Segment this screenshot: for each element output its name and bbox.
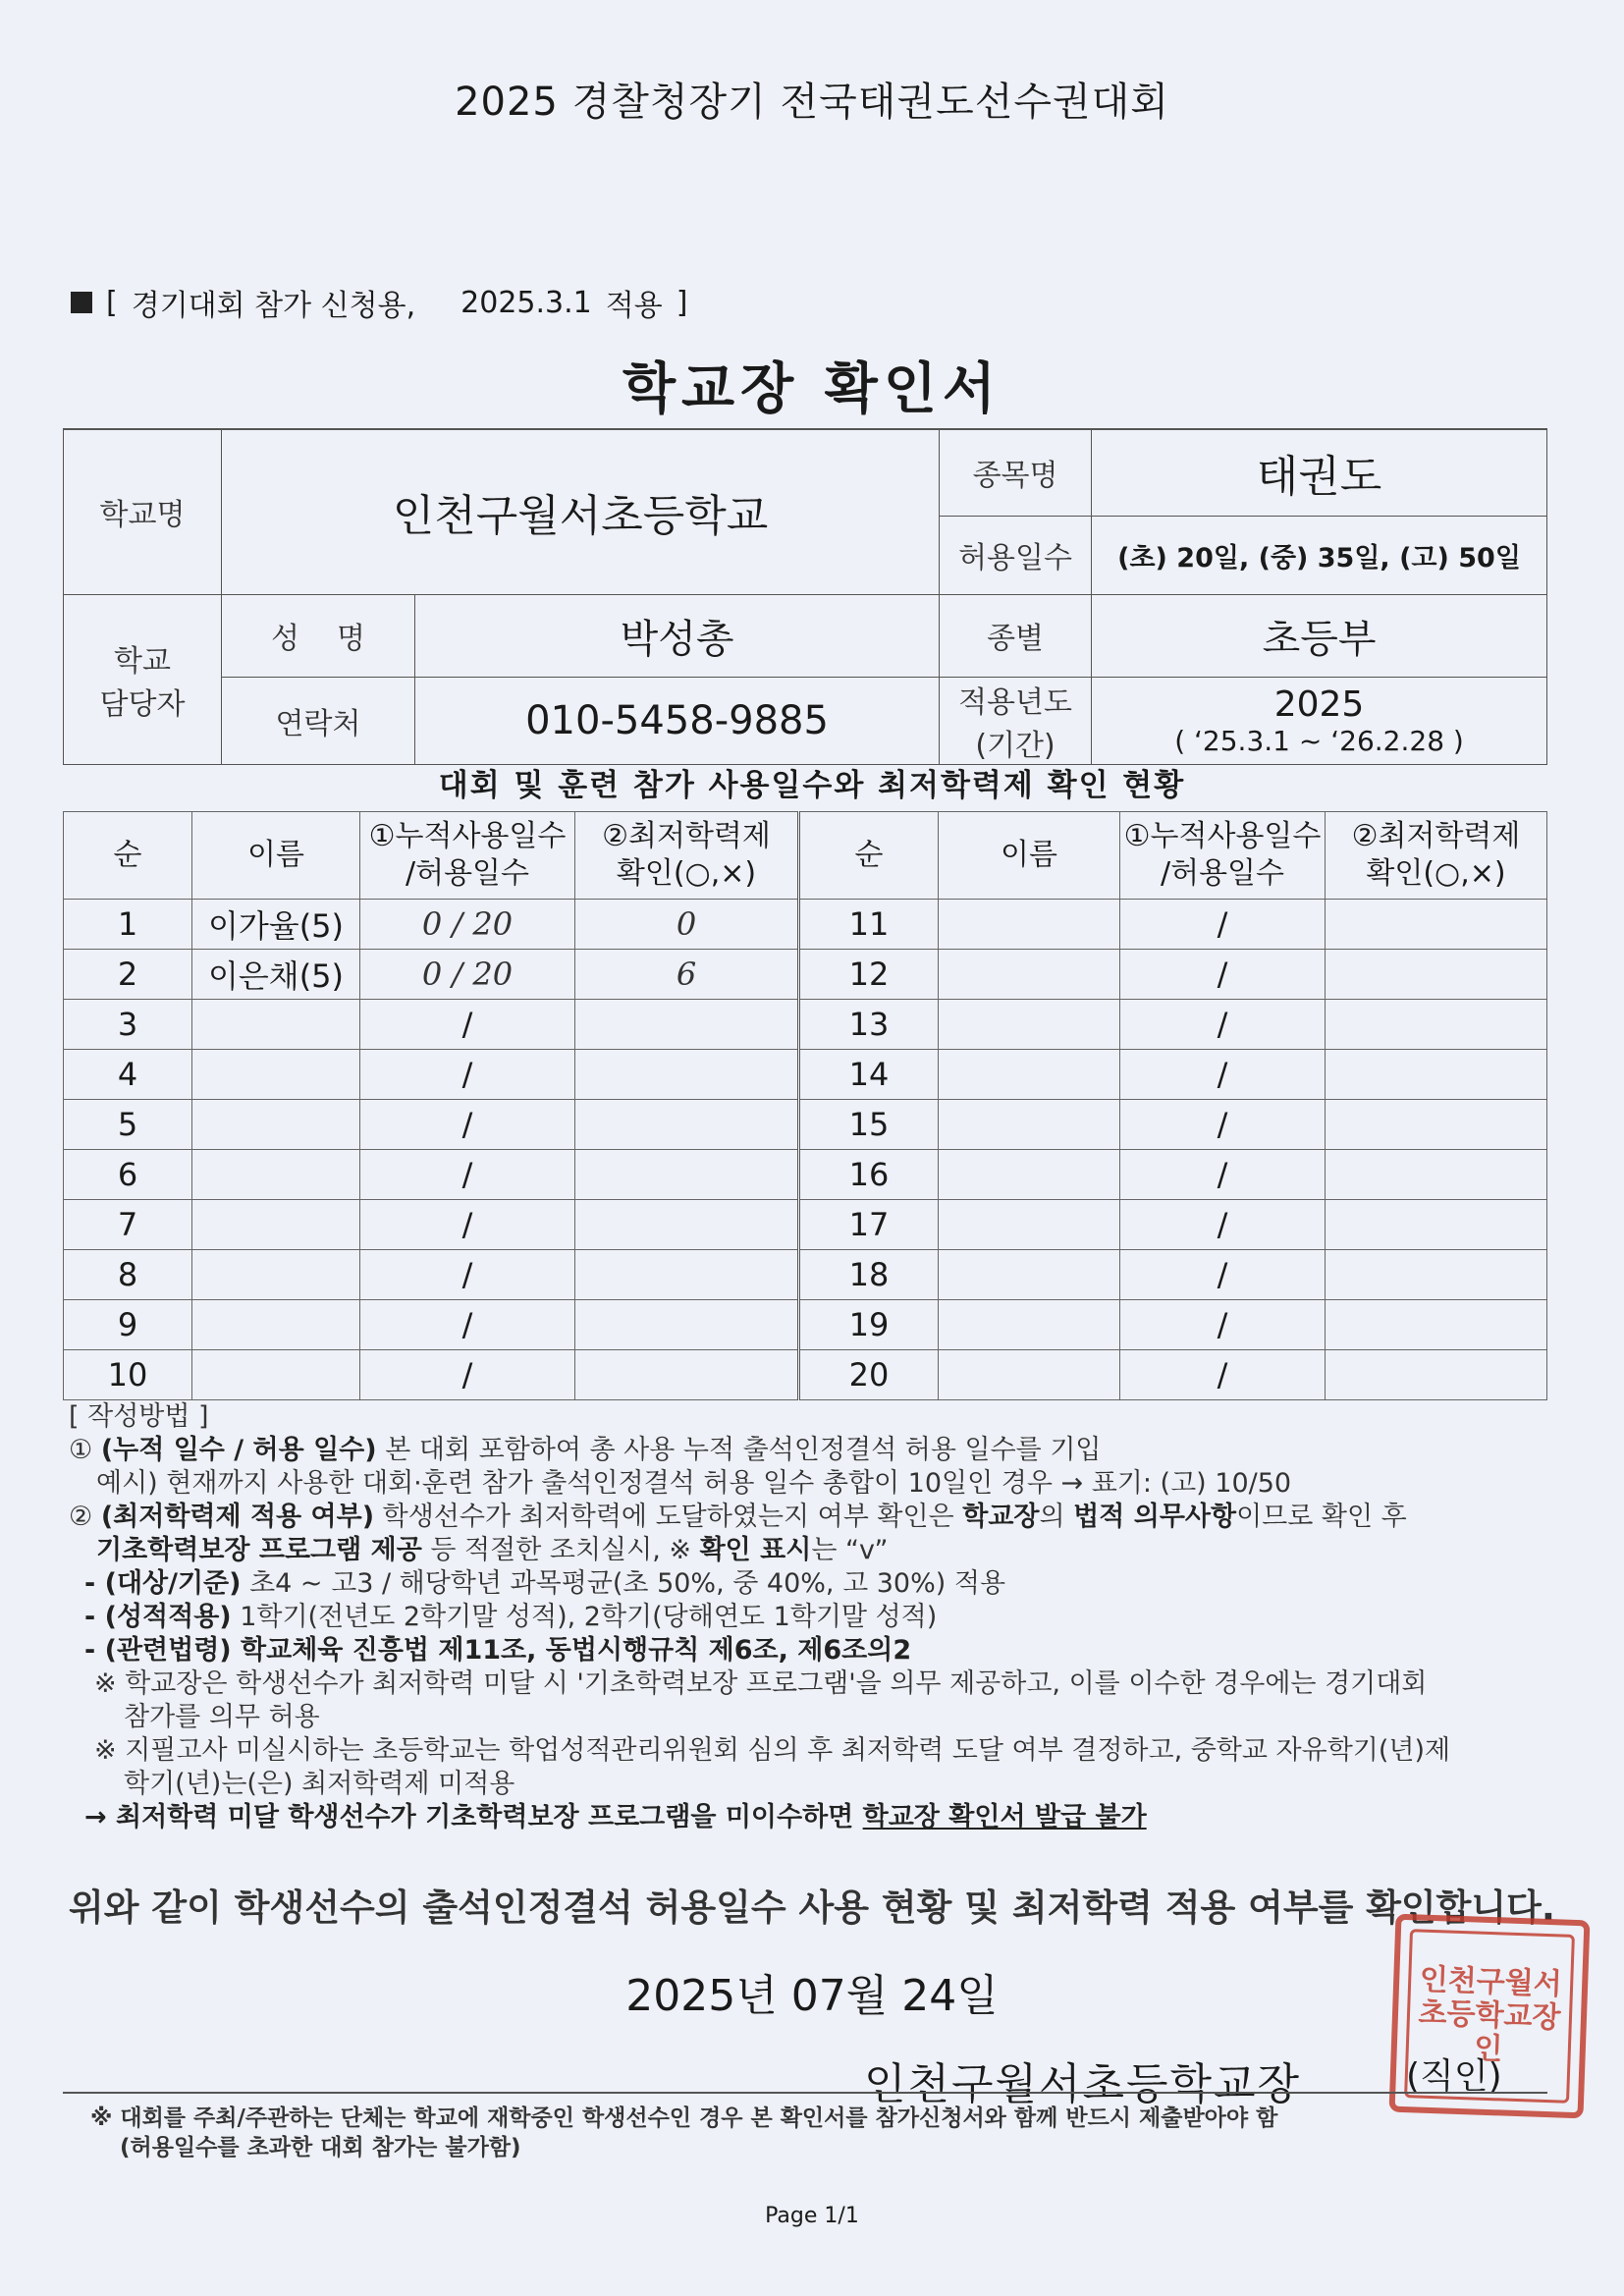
seal-stamp-inner: 인천구월서초등학교장인 — [1404, 1929, 1575, 2104]
row-days: / — [1120, 1300, 1326, 1350]
square-bullet-icon — [71, 292, 92, 313]
row-no: 17 — [799, 1200, 939, 1250]
issue-date: 2025년 07월 24일 — [625, 1971, 999, 2021]
row-no: 2 — [64, 950, 192, 1000]
row-no: 20 — [799, 1350, 939, 1400]
arrow-note-text: → 최저학력 미달 학생선수가 기초학력보장 프로그램을 미이수하면 — [84, 1802, 863, 1832]
row-days: / — [1120, 900, 1326, 950]
row-days: / — [1120, 1100, 1326, 1150]
table-row — [64, 1000, 1547, 1050]
row-no: 15 — [799, 1100, 939, 1150]
row-min — [1326, 1350, 1547, 1400]
divider-line — [63, 2092, 1547, 2094]
instructions-heading: [ 작성방법 ] — [69, 1401, 209, 1432]
row-min — [575, 1050, 799, 1100]
confirmation-statement: 위와 같이 학생선수의 출석인정결석 허용일수 사용 현황 및 최저학력 적용 여부를 확인합니다. — [69, 1886, 1555, 1929]
row-min — [1326, 1050, 1547, 1100]
special-note-2: ※ 지필고사 미실시하는 초등학교는 학업성적관리위원회 심의 후 최저학력 도달 여부 결정하고, 중학교 자유학기(년)제 — [94, 1735, 1451, 1766]
row-min — [575, 1250, 799, 1300]
row-min — [1326, 1100, 1547, 1150]
school-info-table — [63, 428, 1547, 765]
instructions-section — [69, 1400, 1561, 1834]
year-label — [940, 677, 1092, 764]
row-days: / — [360, 1000, 575, 1050]
row-name — [939, 1300, 1120, 1350]
row-days: / — [1120, 1200, 1326, 1250]
seal-label: (직인) — [1406, 2056, 1502, 2097]
sport-label: 종목명 — [940, 429, 1092, 516]
row-name — [939, 900, 1120, 950]
table-row — [64, 1200, 1547, 1250]
arrow-note — [69, 1801, 1561, 1834]
roster-table — [63, 811, 1547, 1400]
row-days: / — [360, 1350, 575, 1400]
detail-law-bold: - (관련법령) — [84, 1635, 232, 1666]
row-no: 19 — [799, 1300, 939, 1350]
row-days: / — [1120, 1350, 1326, 1400]
col-days-left-line1: ①누적사용일수 — [368, 819, 567, 853]
document-title: 학교장 확인서 — [622, 357, 1002, 421]
row-name — [939, 1100, 1120, 1150]
row-min — [1326, 1300, 1547, 1350]
detail-law-text: 학교체육 진흥법 제11조, 동법시행규칙 제6조, 제6조의2 — [231, 1635, 912, 1666]
row-name — [939, 950, 1120, 1000]
special-note-2b: 학기(년)는(은) 최저학력제 미적용 — [124, 1769, 515, 1799]
row-name — [939, 1050, 1120, 1100]
col-days-right-line2: /허용일수 — [1160, 856, 1285, 891]
col-min-left-line2: 확인(○,×) — [616, 856, 757, 891]
year-label-line2: (기간) — [975, 728, 1056, 763]
col-days-left — [360, 812, 575, 900]
instruction-2-bold: (최저학력제 적용 여부) — [100, 1502, 375, 1532]
col-min-right-line1: ②최저학력제 — [1351, 819, 1521, 853]
form-usage-date: 2025.3.1 — [460, 285, 592, 320]
row-no: 10 — [64, 1350, 192, 1400]
contact-value: 010-5458-9885 — [415, 677, 940, 764]
instruction-2-bold3: 법적 의무사항 — [1073, 1502, 1237, 1532]
table-row — [64, 950, 1547, 1000]
row-no: 18 — [799, 1250, 939, 1300]
table-row — [64, 1250, 1547, 1300]
instruction-2-text: 학생선수가 최저학력에 도달하였는지 여부 확인은 — [374, 1502, 963, 1532]
instruction-2-line2-text2: 는 “v” — [811, 1535, 889, 1565]
row-no: 14 — [799, 1050, 939, 1100]
instruction-2-line2 — [69, 1534, 1561, 1567]
instruction-1-text: 본 대회 포함하여 총 사용 누적 출석인정결석 허용 일수를 기입 — [376, 1435, 1102, 1465]
row-days: / — [360, 1200, 575, 1250]
arrow-note-underlined: 학교장 확인서 발급 불가 — [862, 1802, 1147, 1832]
row-min: 6 — [575, 950, 799, 1000]
row-no: 5 — [64, 1100, 192, 1150]
row-days: 0 / 20 — [360, 950, 575, 1000]
form-usage-close-bracket: ] — [676, 285, 688, 320]
row-days: / — [360, 1250, 575, 1300]
footnote — [90, 2104, 1543, 2162]
row-name — [192, 1200, 360, 1250]
row-min — [1326, 1200, 1547, 1250]
school-name-label: 학교명 — [64, 429, 222, 594]
row-name: 이가율(5) — [192, 900, 360, 950]
row-name — [192, 1150, 360, 1200]
instruction-1-bold: (누적 일수 / 허용 일수) — [100, 1435, 377, 1465]
col-min-left-line1: ②최저학력제 — [602, 819, 771, 853]
manager-label-line1: 학교 — [114, 643, 171, 679]
row-no: 4 — [64, 1050, 192, 1100]
table-row — [64, 1350, 1547, 1400]
col-days-right — [1120, 812, 1326, 900]
allowed-days-value: (초) 20일, (중) 35일, (고) 50일 — [1092, 516, 1547, 594]
row-no: 6 — [64, 1150, 192, 1200]
school-name-value: 인천구월서초등학교 — [222, 429, 940, 594]
table-row — [64, 1150, 1547, 1200]
row-name — [939, 1150, 1120, 1200]
row-no: 1 — [64, 900, 192, 950]
row-days: / — [360, 1050, 575, 1100]
detail-target — [69, 1567, 1561, 1601]
division-label: 종별 — [940, 594, 1092, 677]
row-name — [939, 1000, 1120, 1050]
detail-grades — [69, 1601, 1561, 1634]
col-name-left: 이름 — [192, 812, 360, 900]
year-label-line1: 적용년도 — [958, 684, 1072, 720]
row-days: 0 / 20 — [360, 900, 575, 950]
footnote-line1: ※ 대회를 주최/주관하는 단체는 학교에 재학중인 학생선수인 경우 본 확인서를 참가신청서와 함께 반드시 제출받아야 함 — [90, 2105, 1278, 2131]
instruction-2-text2: 의 — [1039, 1502, 1074, 1532]
instruction-2-prefix: ② — [69, 1502, 93, 1532]
row-min — [575, 1000, 799, 1050]
detail-target-bold: - (대상/기준) — [84, 1568, 242, 1599]
principal-signature: 인천구월서초등학교장 — [864, 2059, 1302, 2109]
row-min — [1326, 1000, 1547, 1050]
manager-name-value: 박성총 — [415, 594, 940, 677]
detail-law — [69, 1634, 1561, 1667]
row-days: / — [1120, 950, 1326, 1000]
form-usage-line — [71, 281, 687, 324]
year-cell — [1092, 677, 1547, 764]
name-label: 성 명 — [222, 594, 415, 677]
instruction-2 — [69, 1501, 1561, 1534]
row-no: 16 — [799, 1150, 939, 1200]
period-value: ( ‘25.3.1 ~ ‘26.2.28 ) — [1174, 724, 1464, 757]
special-note-1: ※ 학교장은 학생선수가 최저학력 미달 시 '기초학력보장 프로그램'을 의무 제공하고, 이를 이수한 경우에는 경기대회 — [94, 1668, 1428, 1699]
row-days: / — [1120, 1150, 1326, 1200]
row-days: / — [1120, 1050, 1326, 1100]
table-row — [64, 1100, 1547, 1150]
manager-label — [64, 594, 222, 764]
row-name — [939, 1250, 1120, 1300]
row-no: 7 — [64, 1200, 192, 1250]
col-min-right-line2: 확인(○,×) — [1366, 856, 1506, 891]
allowed-days-label: 허용일수 — [940, 516, 1092, 594]
row-min — [575, 1100, 799, 1150]
row-no: 13 — [799, 1000, 939, 1050]
instruction-2-bold2: 학교장 — [962, 1502, 1040, 1532]
row-name — [939, 1350, 1120, 1400]
instruction-1-example: 예시) 현재까지 사용한 대회·훈련 참가 출석인정결석 허용 일수 총합이 10일인 경우 → 표기: (고) 10/50 — [96, 1468, 1292, 1499]
row-days: / — [360, 1100, 575, 1150]
row-days: / — [1120, 1000, 1326, 1050]
table-row — [64, 1300, 1547, 1350]
row-min — [1326, 1150, 1547, 1200]
col-days-left-line2: /허용일수 — [405, 856, 530, 891]
row-name — [192, 1050, 360, 1100]
row-name — [192, 1350, 360, 1400]
row-days: / — [360, 1300, 575, 1350]
footnote-line2: (허용일수를 초과한 대회 참가는 불가함) — [120, 2135, 521, 2160]
row-min — [1326, 1250, 1547, 1300]
instruction-2-line2-bold: 기초학력보장 프로그램 제공 — [96, 1535, 422, 1565]
row-min: 0 — [575, 900, 799, 950]
row-no: 3 — [64, 1000, 192, 1050]
row-name — [192, 1100, 360, 1150]
form-usage-applied: 적용 — [605, 289, 663, 323]
row-name — [939, 1200, 1120, 1250]
instruction-2-line2-bold2: 확인 표시 — [699, 1535, 812, 1565]
instruction-1-prefix: ① — [69, 1435, 93, 1465]
row-min — [575, 1150, 799, 1200]
col-name-right: 이름 — [939, 812, 1120, 900]
row-no: 8 — [64, 1250, 192, 1300]
detail-grades-bold: - (성적적용) — [84, 1602, 232, 1632]
instruction-2-text3: 이므로 확인 후 — [1236, 1502, 1407, 1532]
row-min — [575, 1200, 799, 1250]
row-name — [192, 1250, 360, 1300]
year-value: 2025 — [1273, 683, 1365, 725]
form-usage-label: 경기대회 참가 신청용, — [131, 289, 416, 323]
row-min — [1326, 950, 1547, 1000]
manager-label-line2: 담당자 — [99, 686, 186, 722]
col-min-left — [575, 812, 799, 900]
row-name — [192, 1300, 360, 1350]
row-name — [192, 1000, 360, 1050]
row-days: / — [1120, 1250, 1326, 1300]
division-value: 초등부 — [1092, 594, 1547, 677]
special-note-1b: 참가를 의무 허용 — [124, 1702, 320, 1732]
page-number: Page 1/1 — [765, 2204, 859, 2228]
row-name: 이은채(5) — [192, 950, 360, 1000]
roster-table-title: 대회 및 훈련 참가 사용일수와 최저학력제 확인 현황 — [438, 768, 1186, 803]
row-no: 11 — [799, 900, 939, 950]
table-row — [64, 900, 1547, 950]
row-min — [575, 1300, 799, 1350]
instruction-2-line2-text: 등 적절한 조치실시, ※ — [421, 1535, 700, 1565]
sport-value: 태권도 — [1092, 429, 1547, 516]
col-no-right: 순 — [799, 812, 939, 900]
detail-target-text: 초4 ~ 고3 / 해당학년 과목평균(초 50%, 중 40%, 고 30%) 적용 — [241, 1568, 1006, 1599]
detail-grades-text: 1학기(전년도 2학기말 성적), 2학기(당해연도 1학기말 성적) — [231, 1602, 938, 1632]
col-min-right — [1326, 812, 1547, 900]
row-min — [575, 1350, 799, 1400]
row-no: 12 — [799, 950, 939, 1000]
row-min — [1326, 900, 1547, 950]
contact-label: 연락처 — [222, 677, 415, 764]
col-no-left: 순 — [64, 812, 192, 900]
row-days: / — [360, 1150, 575, 1200]
row-no: 9 — [64, 1300, 192, 1350]
col-days-right-line1: ①누적사용일수 — [1123, 819, 1322, 853]
instruction-1 — [69, 1434, 1561, 1467]
table-row — [64, 1050, 1547, 1100]
form-usage-open-bracket: [ — [106, 285, 118, 320]
event-title: 2025 경찰청장기 전국태권도선수권대회 — [455, 80, 1169, 125]
